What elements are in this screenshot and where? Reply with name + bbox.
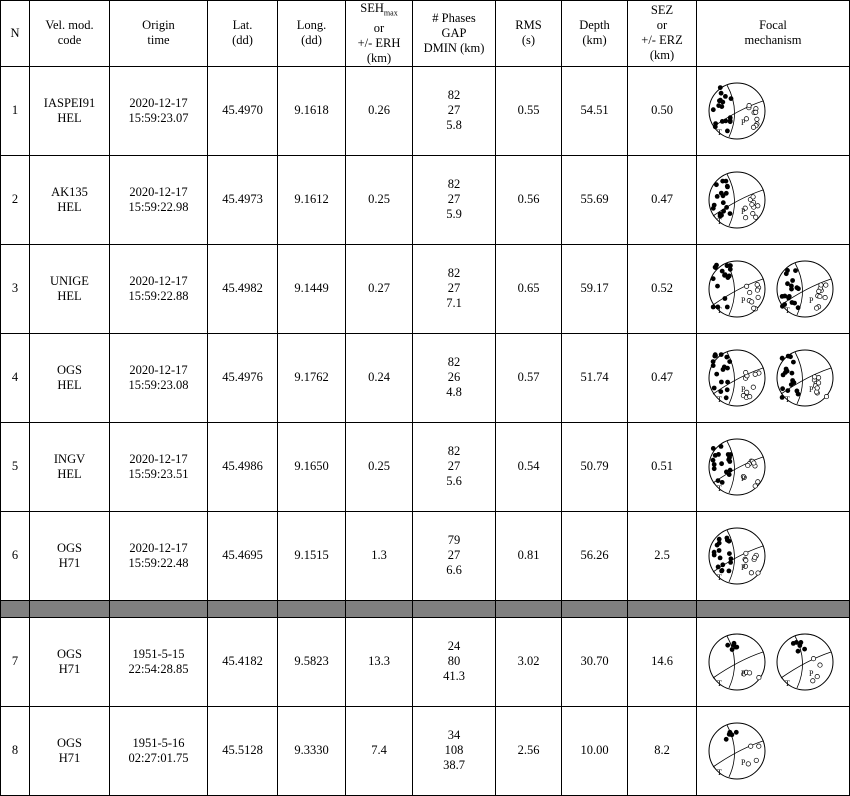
svg-text:P: P [809, 384, 814, 394]
header-lat: Lat. (dd) [208, 1, 278, 67]
svg-text:P: P [741, 562, 746, 572]
cell-model: UNIGE HEL [30, 244, 110, 333]
focal-mechanism-beachball [775, 259, 835, 319]
cell-rms: 0.56 [496, 155, 562, 244]
cell-model: OGS H71 [30, 706, 110, 795]
separator-cell [496, 600, 562, 617]
header-n: N [1, 1, 30, 67]
cell-origin-time: 2020-12-17 15:59:22.48 [110, 511, 208, 600]
cell-phases: 82 27 5.6 [413, 422, 496, 511]
cell-n: 8 [1, 706, 30, 795]
svg-text:T: T [785, 678, 790, 688]
header-row [1, 1, 850, 67]
svg-text:T: T [717, 678, 722, 688]
cell-model: OGS HEL [30, 333, 110, 422]
cell-model: INGV HEL [30, 422, 110, 511]
cell-depth: 50.79 [562, 422, 628, 511]
header-lon: Long. (dd) [278, 1, 346, 67]
cell-n: 4 [1, 333, 30, 422]
cell-origin-time: 2020-12-17 15:59:22.88 [110, 244, 208, 333]
cell-rms: 0.57 [496, 333, 562, 422]
svg-text:T: T [785, 305, 790, 315]
header-rms: RMS (s) [496, 1, 562, 67]
cell-rms: 0.55 [496, 66, 562, 155]
separator-cell [278, 600, 346, 617]
table-row [1, 244, 850, 333]
svg-text:T: T [785, 394, 790, 404]
cell-sez: 0.52 [628, 244, 697, 333]
cell-focal-mechanism [697, 422, 850, 511]
svg-text:P: P [809, 295, 814, 305]
svg-text:P: P [741, 384, 746, 394]
cell-sez: 14.6 [628, 617, 697, 706]
header-origin: Origin time [110, 1, 208, 67]
cell-model: AK135 HEL [30, 155, 110, 244]
table-row [1, 333, 850, 422]
separator-row [1, 600, 850, 617]
focal-mechanism-beachball [707, 259, 767, 319]
svg-text:T: T [717, 305, 722, 315]
cell-lat: 45.4982 [208, 244, 278, 333]
cell-rms: 0.81 [496, 511, 562, 600]
header-sez: SEZ or +/- ERZ (km) [628, 1, 697, 67]
svg-text:T: T [717, 572, 722, 582]
cell-depth: 30.70 [562, 617, 628, 706]
table-row [1, 155, 850, 244]
cell-origin-time: 2020-12-17 15:59:22.98 [110, 155, 208, 244]
cell-lat: 45.4695 [208, 511, 278, 600]
cell-depth: 55.69 [562, 155, 628, 244]
svg-text:P: P [741, 473, 746, 483]
svg-text:T: T [717, 483, 722, 493]
cell-lon: 9.1618 [278, 66, 346, 155]
cell-seh: 0.25 [346, 422, 413, 511]
header-seh: $SEH_{max}$ or +/- ERH (km) [346, 1, 413, 67]
focal-mechanism-beachball [707, 721, 767, 781]
cell-lon: 9.3330 [278, 706, 346, 795]
focal-mechanism-beachball [707, 437, 767, 497]
header-model: Vel. mod. code [30, 1, 110, 67]
cell-focal-mechanism [697, 244, 850, 333]
cell-focal-mechanism [697, 333, 850, 422]
cell-model: OGS H71 [30, 511, 110, 600]
separator-cell [1, 600, 30, 617]
separator-cell [697, 600, 850, 617]
focal-mechanism-beachball [707, 81, 767, 141]
cell-focal-mechanism [697, 706, 850, 795]
cell-phases: 82 26 4.8 [413, 333, 496, 422]
svg-text:T: T [717, 767, 722, 777]
table-row [1, 66, 850, 155]
table-row [1, 422, 850, 511]
focal-mechanism-beachball [775, 348, 835, 408]
separator-cell [208, 600, 278, 617]
cell-focal-mechanism [697, 617, 850, 706]
cell-seh: 0.25 [346, 155, 413, 244]
cell-origin-time: 2020-12-17 15:59:23.08 [110, 333, 208, 422]
cell-focal-mechanism [697, 66, 850, 155]
header-focal: Focal mechanism [697, 1, 850, 67]
cell-rms: 0.54 [496, 422, 562, 511]
cell-sez: 0.47 [628, 333, 697, 422]
cell-focal-mechanism [697, 155, 850, 244]
cell-lat: 45.5128 [208, 706, 278, 795]
cell-n: 5 [1, 422, 30, 511]
svg-text:P: P [741, 757, 746, 767]
cell-lat: 45.4182 [208, 617, 278, 706]
svg-text:P: P [809, 668, 814, 678]
separator-cell [30, 600, 110, 617]
cell-origin-time: 2020-12-17 15:59:23.07 [110, 66, 208, 155]
cell-lon: 9.1449 [278, 244, 346, 333]
cell-n: 7 [1, 617, 30, 706]
focal-mechanism-beachball [707, 170, 767, 230]
svg-text:P: P [741, 206, 746, 216]
cell-sez: 8.2 [628, 706, 697, 795]
cell-sez: 0.51 [628, 422, 697, 511]
separator-cell [413, 600, 496, 617]
svg-text:T: T [717, 127, 722, 137]
cell-n: 2 [1, 155, 30, 244]
cell-depth: 51.74 [562, 333, 628, 422]
cell-model: OGS H71 [30, 617, 110, 706]
svg-text:T: T [717, 216, 722, 226]
cell-lat: 45.4973 [208, 155, 278, 244]
separator-cell [110, 600, 208, 617]
cell-lon: 9.1650 [278, 422, 346, 511]
cell-seh: 7.4 [346, 706, 413, 795]
cell-phases: 82 27 5.9 [413, 155, 496, 244]
svg-text:T: T [717, 394, 722, 404]
table-row [1, 511, 850, 600]
cell-n: 6 [1, 511, 30, 600]
cell-depth: 54.51 [562, 66, 628, 155]
cell-phases: 82 27 7.1 [413, 244, 496, 333]
cell-depth: 59.17 [562, 244, 628, 333]
focal-mechanism-beachball [707, 348, 767, 408]
cell-sez: 0.47 [628, 155, 697, 244]
cell-depth: 56.26 [562, 511, 628, 600]
cell-seh: 13.3 [346, 617, 413, 706]
cell-depth: 10.00 [562, 706, 628, 795]
cell-seh: 0.27 [346, 244, 413, 333]
cell-rms: 0.65 [496, 244, 562, 333]
cell-n: 3 [1, 244, 30, 333]
table-row [1, 706, 850, 795]
cell-lat: 45.4970 [208, 66, 278, 155]
cell-lon: 9.5823 [278, 617, 346, 706]
cell-lon: 9.1612 [278, 155, 346, 244]
separator-cell [628, 600, 697, 617]
cell-focal-mechanism [697, 511, 850, 600]
svg-text:P: P [741, 668, 746, 678]
separator-cell [346, 600, 413, 617]
cell-rms: 3.02 [496, 617, 562, 706]
cell-rms: 2.56 [496, 706, 562, 795]
cell-sez: 0.50 [628, 66, 697, 155]
cell-phases: 79 27 6.6 [413, 511, 496, 600]
cell-phases: 24 80 41.3 [413, 617, 496, 706]
cell-seh: 0.24 [346, 333, 413, 422]
cell-lat: 45.4976 [208, 333, 278, 422]
cell-lon: 9.1762 [278, 333, 346, 422]
cell-origin-time: 1951-5-16 02:27:01.75 [110, 706, 208, 795]
separator-cell [562, 600, 628, 617]
table-row [1, 617, 850, 706]
cell-phases: 34 108 38.7 [413, 706, 496, 795]
cell-seh: 0.26 [346, 66, 413, 155]
cell-seh: 1.3 [346, 511, 413, 600]
cell-origin-time: 1951-5-15 22:54:28.85 [110, 617, 208, 706]
focal-mechanism-beachball [775, 632, 835, 692]
cell-lon: 9.1515 [278, 511, 346, 600]
focal-mechanism-beachball [707, 632, 767, 692]
cell-lat: 45.4986 [208, 422, 278, 511]
header-phases: # Phases GAP DMIN (km) [413, 1, 496, 67]
focal-mechanism-beachball [707, 526, 767, 586]
cell-phases: 82 27 5.8 [413, 66, 496, 155]
cell-sez: 2.5 [628, 511, 697, 600]
cell-origin-time: 2020-12-17 15:59:23.51 [110, 422, 208, 511]
header-depth: Depth (km) [562, 1, 628, 67]
cell-model: IASPEI91 HEL [30, 66, 110, 155]
svg-text:P: P [741, 295, 746, 305]
svg-text:P: P [741, 117, 746, 127]
cell-n: 1 [1, 66, 30, 155]
